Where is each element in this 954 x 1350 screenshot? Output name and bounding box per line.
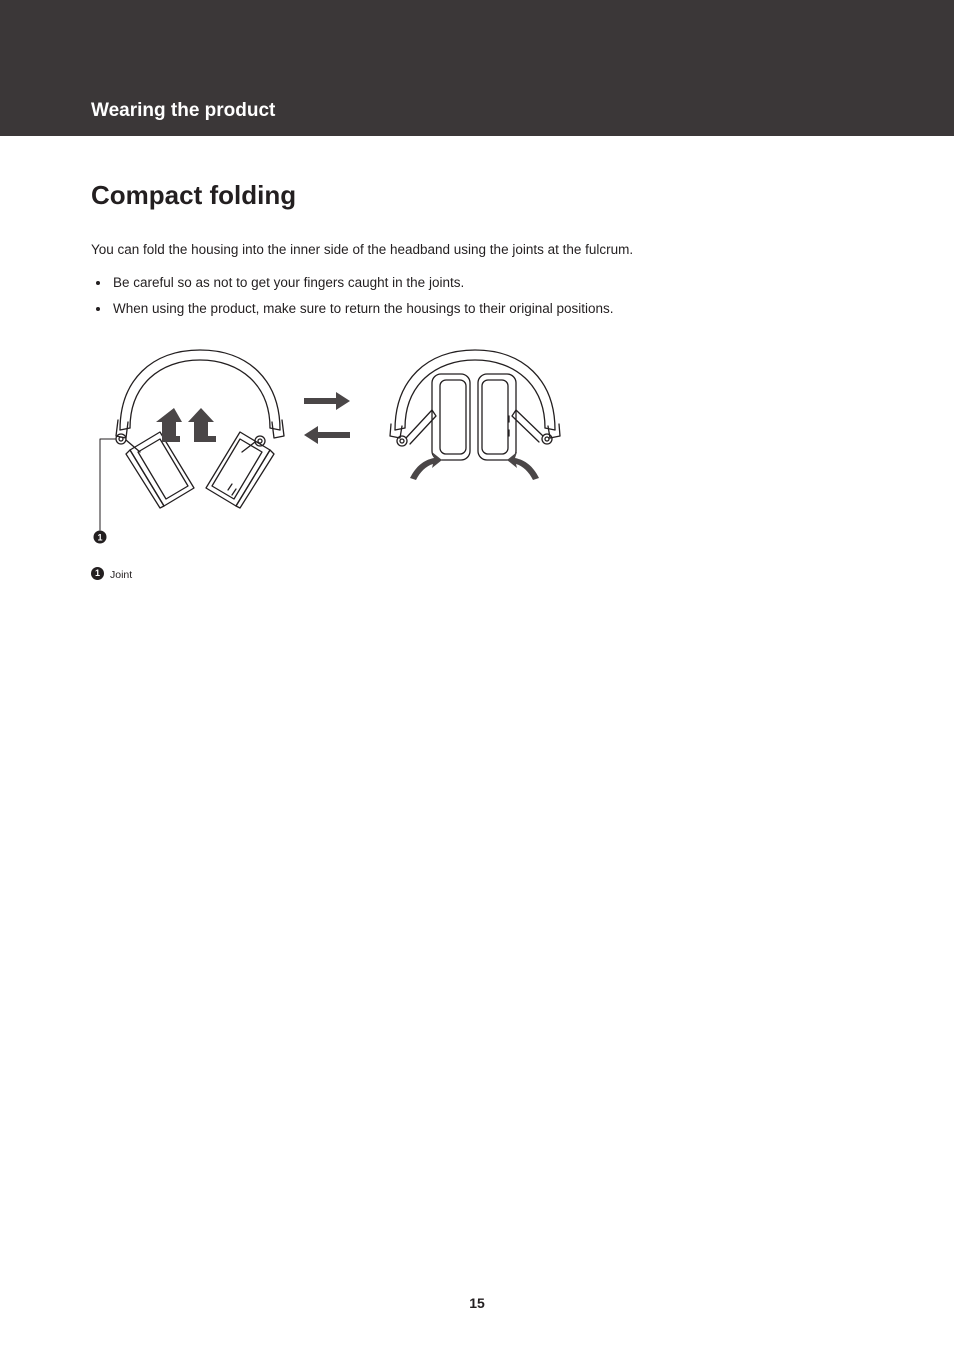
curved-arrow-right-icon — [507, 452, 539, 480]
page-number: 15 — [469, 1295, 485, 1311]
lift-arrows — [156, 408, 216, 442]
arrow-left-icon — [304, 426, 350, 444]
joint-left — [116, 434, 126, 444]
callout-leader — [100, 439, 115, 530]
headphones-folded-illustration — [390, 350, 560, 460]
folding-illustration — [90, 340, 570, 565]
page-title: Compact folding — [91, 180, 297, 210]
swap-arrows — [304, 392, 350, 444]
curved-arrow-left-icon — [410, 452, 442, 480]
header-band — [0, 0, 954, 136]
legend-label: Joint — [110, 569, 133, 581]
arrow-right-icon — [304, 392, 350, 410]
fold-arrows — [410, 452, 539, 480]
legend-number: 1 — [91, 567, 104, 580]
headphones-folding-diagram — [90, 340, 570, 560]
callout-marker-number: 1 — [97, 532, 103, 543]
intro-paragraph: You can fold the housing into the inner side of the headband using the joints at the fulcrum. — [91, 242, 634, 257]
caution-list — [91, 274, 614, 326]
caution-item: When using the product, make sure to return the housings to their original positions. — [91, 300, 614, 326]
caution-item: Be careful so as not to get your fingers caught in the joints. — [91, 274, 614, 300]
section-title: Wearing the product — [91, 100, 276, 121]
